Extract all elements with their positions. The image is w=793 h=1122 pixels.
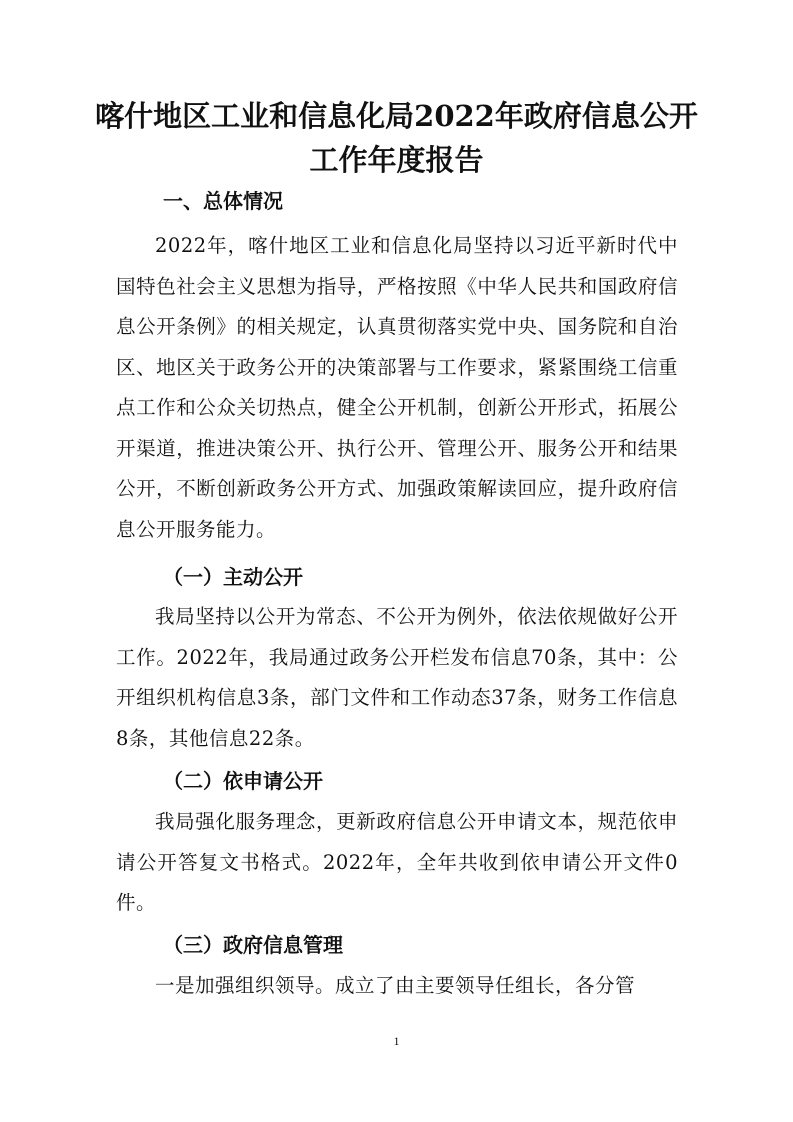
overview-paragraph: 2022年，喀什地区工业和信息化局坚持以习近平新时代中国特色社会主义思想为指导，严格按照《中华人民共和国政府信息公开条例》的相关规定，认真贯彻落实党中央、国务院和自治区、地区关于政务公开的决策部署与工作要求，紧紧围绕工信重点工作和公众关切热点，健全公开机制，创新公开形式，拓展公开渠道，推进决策公开、执行公开、管理公开、服务公开和结果公开，不断创新政务公开方式、加强政策解读回应，提升政府信息公开服务能力。 [116,234,678,541]
subsection-heading-active-disclosure: （一）主动公开 [163,565,303,589]
active-disclosure-paragraph: 我局坚持以公开为常态、不公开为例外，依法依规做好公开工作。2022年，我局通过政务公开栏发布信息70条，其中：公开组织机构信息3条，部门文件和工作动态37条，财务工作信息8条，其他信息22条。 [116,605,678,750]
section-heading-overview: 一、总体情况 [163,189,283,213]
subsection-heading-request-disclosure: （二）依申请公开 [163,769,323,793]
page-number: 1 [393,1034,400,1048]
subsection-heading-information-management: （三）政府信息管理 [163,933,343,957]
document-title-line-1: 喀什地区工业和信息化局2022年政府信息公开 [95,99,698,133]
information-management-paragraph: 一是加强组织领导。成立了由主要领导任组长，各分管 [155,974,636,997]
document-title-line-2: 工作年度报告 [309,143,484,177]
request-disclosure-paragraph: 我局强化服务理念，更新政府信息公开申请文本，规范依申请公开答复文书格式。2022年，全年共收到依申请公开文件0件。 [116,810,678,914]
